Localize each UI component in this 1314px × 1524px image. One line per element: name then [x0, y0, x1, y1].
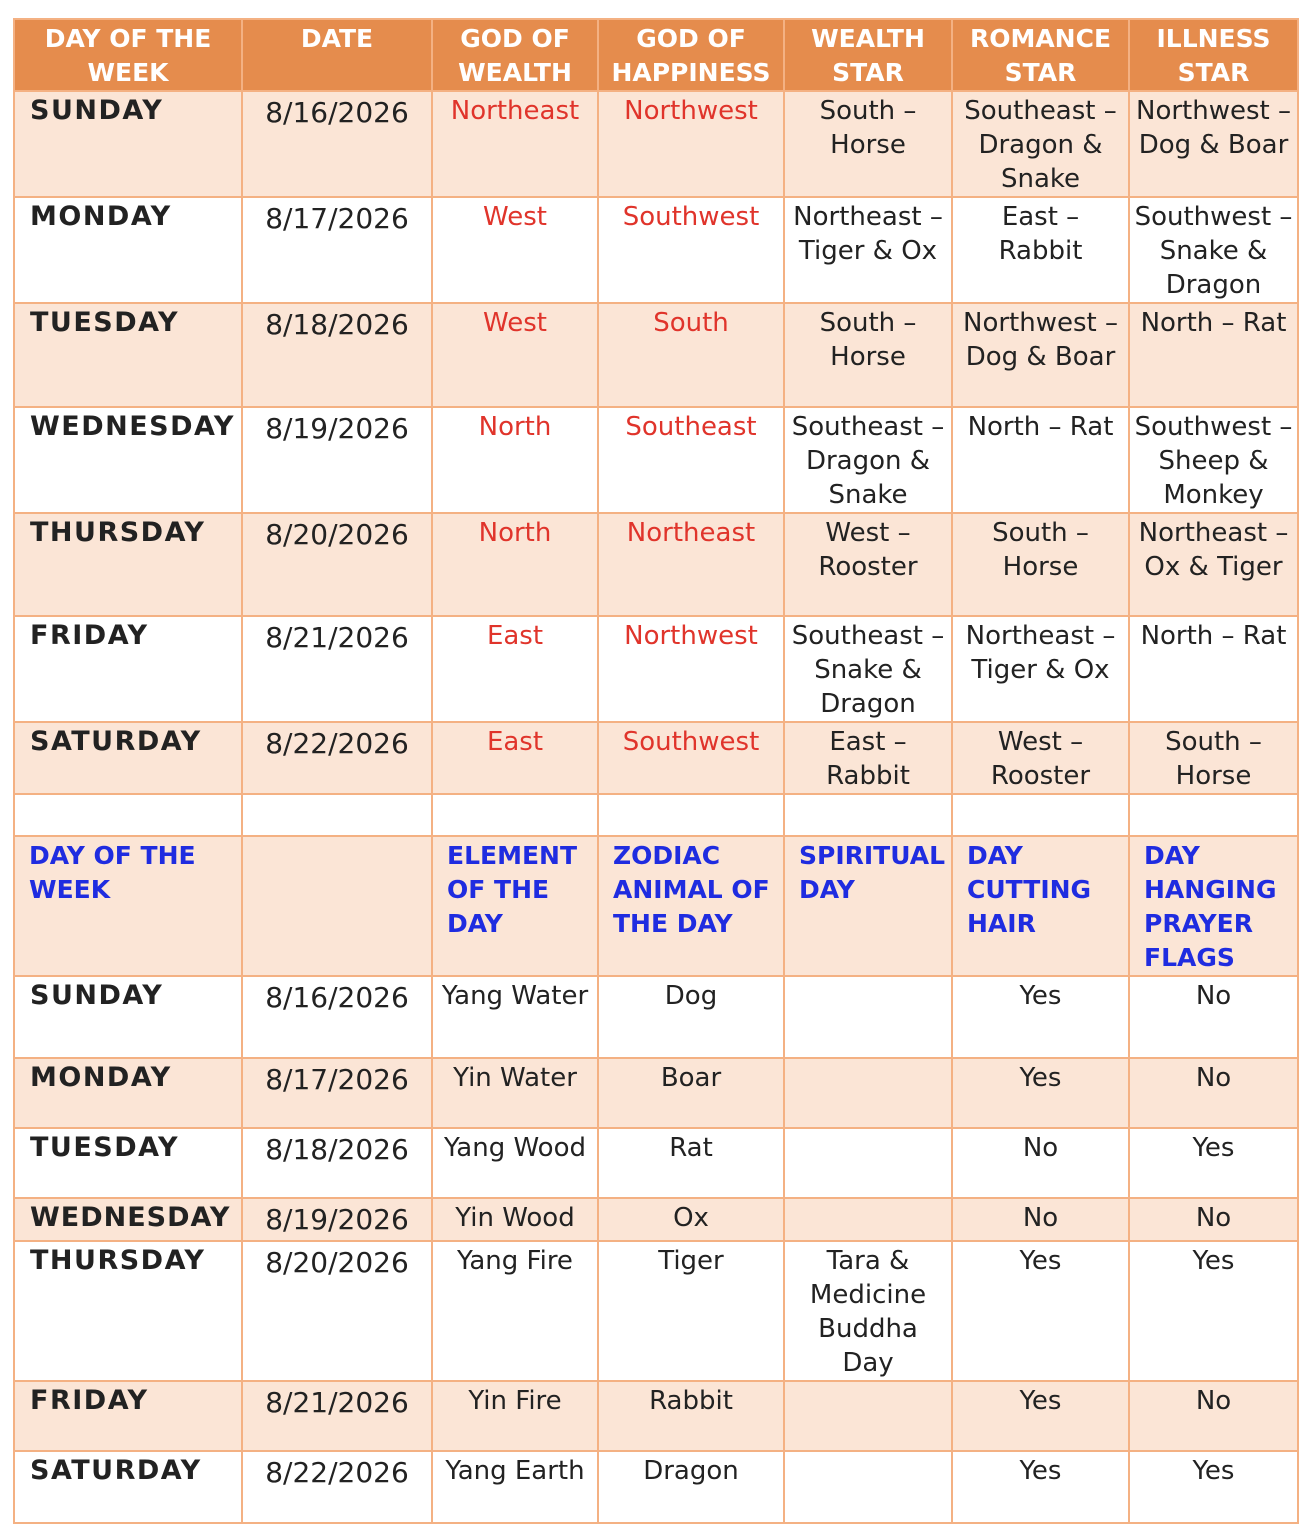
- table-row: [14, 722, 1298, 794]
- date-cell: 8/16/2026: [242, 91, 432, 197]
- subheader-zodiac: ZODIAC ANIMAL OF THE DAY: [598, 836, 784, 976]
- day-cell: MONDAY: [14, 197, 242, 303]
- god-of-wealth-cell: East: [432, 616, 598, 722]
- wealth-star-cell: East – Rabbit: [784, 722, 952, 794]
- table-row: [14, 1381, 1298, 1451]
- hair-cell: Yes: [952, 1241, 1129, 1381]
- table-row: [14, 616, 1298, 722]
- romance-star-cell: East – Rabbit: [952, 197, 1129, 303]
- date-cell: 8/16/2026: [242, 976, 432, 1058]
- flags-cell: No: [1129, 1058, 1298, 1128]
- hair-cell: No: [952, 1128, 1129, 1198]
- hair-cell: Yes: [952, 1381, 1129, 1451]
- table-row: [14, 1451, 1298, 1523]
- table-header-row: [14, 19, 1298, 91]
- table-row: [14, 976, 1298, 1058]
- hair-cell: No: [952, 1198, 1129, 1241]
- god-of-happiness-cell: Northwest: [598, 91, 784, 197]
- romance-star-cell: Northwest – Dog & Boar: [952, 303, 1129, 407]
- day-cell: SUNDAY: [14, 91, 242, 197]
- day-cell: MONDAY: [14, 1058, 242, 1128]
- header-romance-star: ROMANCE STAR: [952, 19, 1129, 91]
- date-cell: 8/18/2026: [242, 303, 432, 407]
- subheader-date: [242, 836, 432, 976]
- day-cell: FRIDAY: [14, 1381, 242, 1451]
- spiritual-cell: [784, 1451, 952, 1523]
- illness-star-cell: South – Horse: [1129, 722, 1298, 794]
- date-cell: 8/22/2026: [242, 722, 432, 794]
- date-cell: 8/22/2026: [242, 1451, 432, 1523]
- day-cell: TUESDAY: [14, 1128, 242, 1198]
- god-of-happiness-cell: Northeast: [598, 513, 784, 616]
- element-cell: Yang Wood: [432, 1128, 598, 1198]
- date-cell: 8/18/2026: [242, 1128, 432, 1198]
- illness-star-cell: Northeast – Ox & Tiger: [1129, 513, 1298, 616]
- header-god-of-happiness: GOD OF HAPPINESS: [598, 19, 784, 91]
- day-cell: TUESDAY: [14, 303, 242, 407]
- subheader-prayer-flags: DAY HANGING PRAYER FLAGS: [1129, 836, 1298, 976]
- date-cell: 8/21/2026: [242, 1381, 432, 1451]
- wealth-star-cell: South – Horse: [784, 91, 952, 197]
- header-wealth-star: WEALTH STAR: [784, 19, 952, 91]
- spiritual-cell: [784, 1128, 952, 1198]
- element-cell: Yang Fire: [432, 1241, 598, 1381]
- element-cell: Yin Fire: [432, 1381, 598, 1451]
- table-row: [14, 407, 1298, 513]
- flags-cell: Yes: [1129, 1451, 1298, 1523]
- god-of-wealth-cell: East: [432, 722, 598, 794]
- illness-star-cell: Northwest – Dog & Boar: [1129, 91, 1298, 197]
- romance-star-cell: South – Horse: [952, 513, 1129, 616]
- animal-cell: Ox: [598, 1198, 784, 1241]
- illness-star-cell: North – Rat: [1129, 303, 1298, 407]
- day-cell: SATURDAY: [14, 722, 242, 794]
- day-cell: SATURDAY: [14, 1451, 242, 1523]
- flags-cell: No: [1129, 976, 1298, 1058]
- date-cell: 8/20/2026: [242, 513, 432, 616]
- god-of-happiness-cell: Southeast: [598, 407, 784, 513]
- table-row: [14, 1198, 1298, 1241]
- romance-star-cell: West – Rooster: [952, 722, 1129, 794]
- header-illness-star: ILLNESS STAR: [1129, 19, 1298, 91]
- romance-star-cell: Northeast – Tiger & Ox: [952, 616, 1129, 722]
- element-cell: Yin Water: [432, 1058, 598, 1128]
- spiritual-cell: [784, 1381, 952, 1451]
- god-of-wealth-cell: West: [432, 197, 598, 303]
- day-cell: THURSDAY: [14, 513, 242, 616]
- hair-cell: Yes: [952, 1058, 1129, 1128]
- spiritual-cell: Tara & Medicine Buddha Day: [784, 1241, 952, 1381]
- table-row: [14, 91, 1298, 197]
- table-row: [14, 513, 1298, 616]
- hair-cell: Yes: [952, 1451, 1129, 1523]
- wealth-star-cell: West – Rooster: [784, 513, 952, 616]
- animal-cell: Dog: [598, 976, 784, 1058]
- flags-cell: Yes: [1129, 1241, 1298, 1381]
- wealth-star-cell: South – Horse: [784, 303, 952, 407]
- table-row: [14, 1058, 1298, 1128]
- spacer-row: [14, 794, 1298, 836]
- header-day: DAY OF THE WEEK: [14, 19, 242, 91]
- animal-cell: Rabbit: [598, 1381, 784, 1451]
- subheader-hair: DAY CUTTING HAIR: [952, 836, 1129, 976]
- date-cell: 8/17/2026: [242, 1058, 432, 1128]
- element-cell: Yang Earth: [432, 1451, 598, 1523]
- date-cell: 8/17/2026: [242, 197, 432, 303]
- illness-star-cell: Southwest – Sheep & Monkey: [1129, 407, 1298, 513]
- animal-cell: Dragon: [598, 1451, 784, 1523]
- day-cell: FRIDAY: [14, 616, 242, 722]
- spiritual-cell: [784, 976, 952, 1058]
- illness-star-cell: Southwest – Snake & Dragon: [1129, 197, 1298, 303]
- header-date: DATE: [242, 19, 432, 91]
- romance-star-cell: Southeast – Dragon & Snake: [952, 91, 1129, 197]
- romance-star-cell: North – Rat: [952, 407, 1129, 513]
- god-of-happiness-cell: Northwest: [598, 616, 784, 722]
- element-cell: Yang Water: [432, 976, 598, 1058]
- feng-shui-calendar-table: [13, 18, 1299, 1524]
- animal-cell: Rat: [598, 1128, 784, 1198]
- god-of-happiness-cell: Southwest: [598, 722, 784, 794]
- element-cell: Yin Wood: [432, 1198, 598, 1241]
- date-cell: 8/20/2026: [242, 1241, 432, 1381]
- table-row: [14, 197, 1298, 303]
- hair-cell: Yes: [952, 976, 1129, 1058]
- illness-star-cell: North – Rat: [1129, 616, 1298, 722]
- table-row: [14, 303, 1298, 407]
- day-cell: THURSDAY: [14, 1241, 242, 1381]
- header-god-of-wealth: GOD OF WEALTH: [432, 19, 598, 91]
- table-row: [14, 1128, 1298, 1198]
- wealth-star-cell: Southeast – Snake & Dragon: [784, 616, 952, 722]
- god-of-wealth-cell: West: [432, 303, 598, 407]
- wealth-star-cell: Southeast – Dragon & Snake: [784, 407, 952, 513]
- spiritual-cell: [784, 1058, 952, 1128]
- spiritual-cell: [784, 1198, 952, 1241]
- subheader-day: DAY OF THE WEEK: [14, 836, 242, 976]
- flags-cell: No: [1129, 1198, 1298, 1241]
- god-of-happiness-cell: South: [598, 303, 784, 407]
- day-cell: WEDNESDAY: [14, 1198, 242, 1241]
- subheader-spiritual: SPIRITUAL DAY: [784, 836, 952, 976]
- day-cell: WEDNESDAY: [14, 407, 242, 513]
- date-cell: 8/21/2026: [242, 616, 432, 722]
- animal-cell: Boar: [598, 1058, 784, 1128]
- table-row: [14, 1241, 1298, 1381]
- date-cell: 8/19/2026: [242, 1198, 432, 1241]
- god-of-wealth-cell: Northeast: [432, 91, 598, 197]
- day-cell: SUNDAY: [14, 976, 242, 1058]
- god-of-happiness-cell: Southwest: [598, 197, 784, 303]
- wealth-star-cell: Northeast – Tiger & Ox: [784, 197, 952, 303]
- second-table-header-row: [14, 836, 1298, 976]
- god-of-wealth-cell: North: [432, 513, 598, 616]
- flags-cell: No: [1129, 1381, 1298, 1451]
- flags-cell: Yes: [1129, 1128, 1298, 1198]
- date-cell: 8/19/2026: [242, 407, 432, 513]
- god-of-wealth-cell: North: [432, 407, 598, 513]
- subheader-element: ELEMENT OF THE DAY: [432, 836, 598, 976]
- animal-cell: Tiger: [598, 1241, 784, 1381]
